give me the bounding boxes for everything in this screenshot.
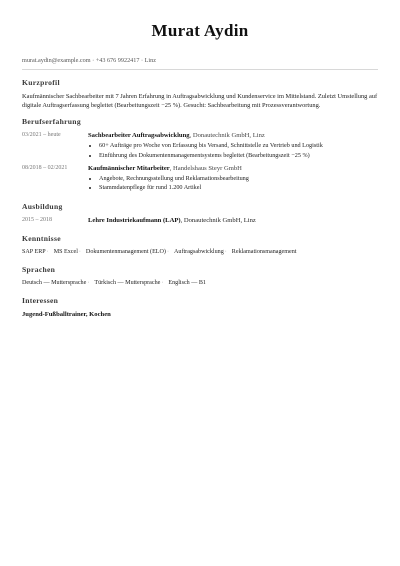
job-bullet: • Stammdatenpflege für rund 1.200 Artikel: [99, 183, 378, 192]
section-title-skills: Kenntnisse: [22, 233, 61, 243]
section-title-profile: Kurzprofil: [22, 78, 60, 87]
job-bullet: • 60+ Aufträge pro Woche von Erfassung bis Versand, Schnittstelle zu Vertrieb und Logistik: [99, 141, 378, 150]
education-org: , Donautechnik GmbH, Linz: [180, 216, 256, 224]
section-title-interests: Interessen: [22, 295, 59, 305]
section-title-education: Ausbildung: [22, 201, 63, 211]
job-position: Sachbearbeiter Auftragsabwicklung: [88, 132, 190, 140]
contact-line: murat.aydin@example.com · +43 676 9922417 · Linz: [22, 57, 156, 64]
skill-item: Auftragsabwicklung·: [174, 248, 227, 255]
job-body: [88, 131, 378, 160]
job-entry: [22, 131, 378, 160]
section-title-experience: Berufserfahrung: [22, 117, 81, 127]
job-bullet: • Angebote, Rechnungsstellung und Reklamationsbearbeitung: [99, 174, 378, 183]
interests-text: Jugend-Fußballtrainer, Kochen: [22, 310, 111, 318]
job-dates: 08/2018 – 02/2021: [22, 165, 68, 171]
job-bullet: • Einführung des Dokumentenmanagementsystems begleitet (Bearbeitungszeit −25 %): [99, 151, 378, 160]
education-section: [22, 202, 378, 225]
skill-item: Reklamationsmanagement: [231, 248, 297, 255]
resume-page: [22, 20, 378, 319]
languages-list: [22, 279, 378, 288]
job-org: , Handelshaus Steyr GmbH: [169, 165, 242, 172]
skill-item: Dokumentenmanagement (ELO)·: [85, 248, 169, 255]
language-item: Englisch — B1: [168, 279, 206, 286]
education-degree: Lehre Industriekaufmann (LAP): [88, 216, 181, 224]
candidate-name: Murat Aydin: [151, 21, 249, 40]
profile-text: Kaufmännischer Sachbearbeiter mit 7 Jahren Erfahrung in Auftragsabwicklung und Kundenservice im Mittelstand. Zuletzt Umstellung auf digitale Auftragserfassung begleitet (Bearbeitungszeit −25 %). Gesucht: Sachbearbeitung mit Prozessverantwortung.: [22, 93, 378, 110]
job-title-line: [88, 131, 378, 140]
job-bullets: [88, 174, 378, 193]
header-divider: [22, 69, 378, 70]
profile-section: [22, 78, 378, 110]
job-entry: [22, 164, 378, 193]
section-title-languages: Sprachen: [22, 264, 56, 274]
skill-item: SAP ERP·: [22, 248, 49, 255]
language-item: Deutsch — Muttersprache·: [22, 279, 90, 286]
languages-section: [22, 265, 378, 288]
job-dates: 03/2021 – heute: [22, 132, 61, 139]
experience-section: [22, 117, 378, 192]
education-dates: 2015 – 2018: [22, 216, 52, 223]
job-body: [88, 164, 378, 193]
language-item: Türkisch — Muttersprache·: [94, 279, 164, 286]
skill-item: MS Excel·: [53, 248, 81, 255]
interests-section: [22, 296, 378, 319]
skills-list: [22, 248, 378, 257]
job-bullets: [88, 141, 378, 160]
skills-section: [22, 234, 378, 257]
education-entry: [22, 216, 378, 225]
job-title-line: [88, 164, 378, 173]
job-position: Kaufmännischer Mitarbeiter: [88, 165, 170, 172]
education-title-line: [88, 216, 256, 225]
job-org: , Donautechnik GmbH, Linz: [189, 132, 265, 140]
